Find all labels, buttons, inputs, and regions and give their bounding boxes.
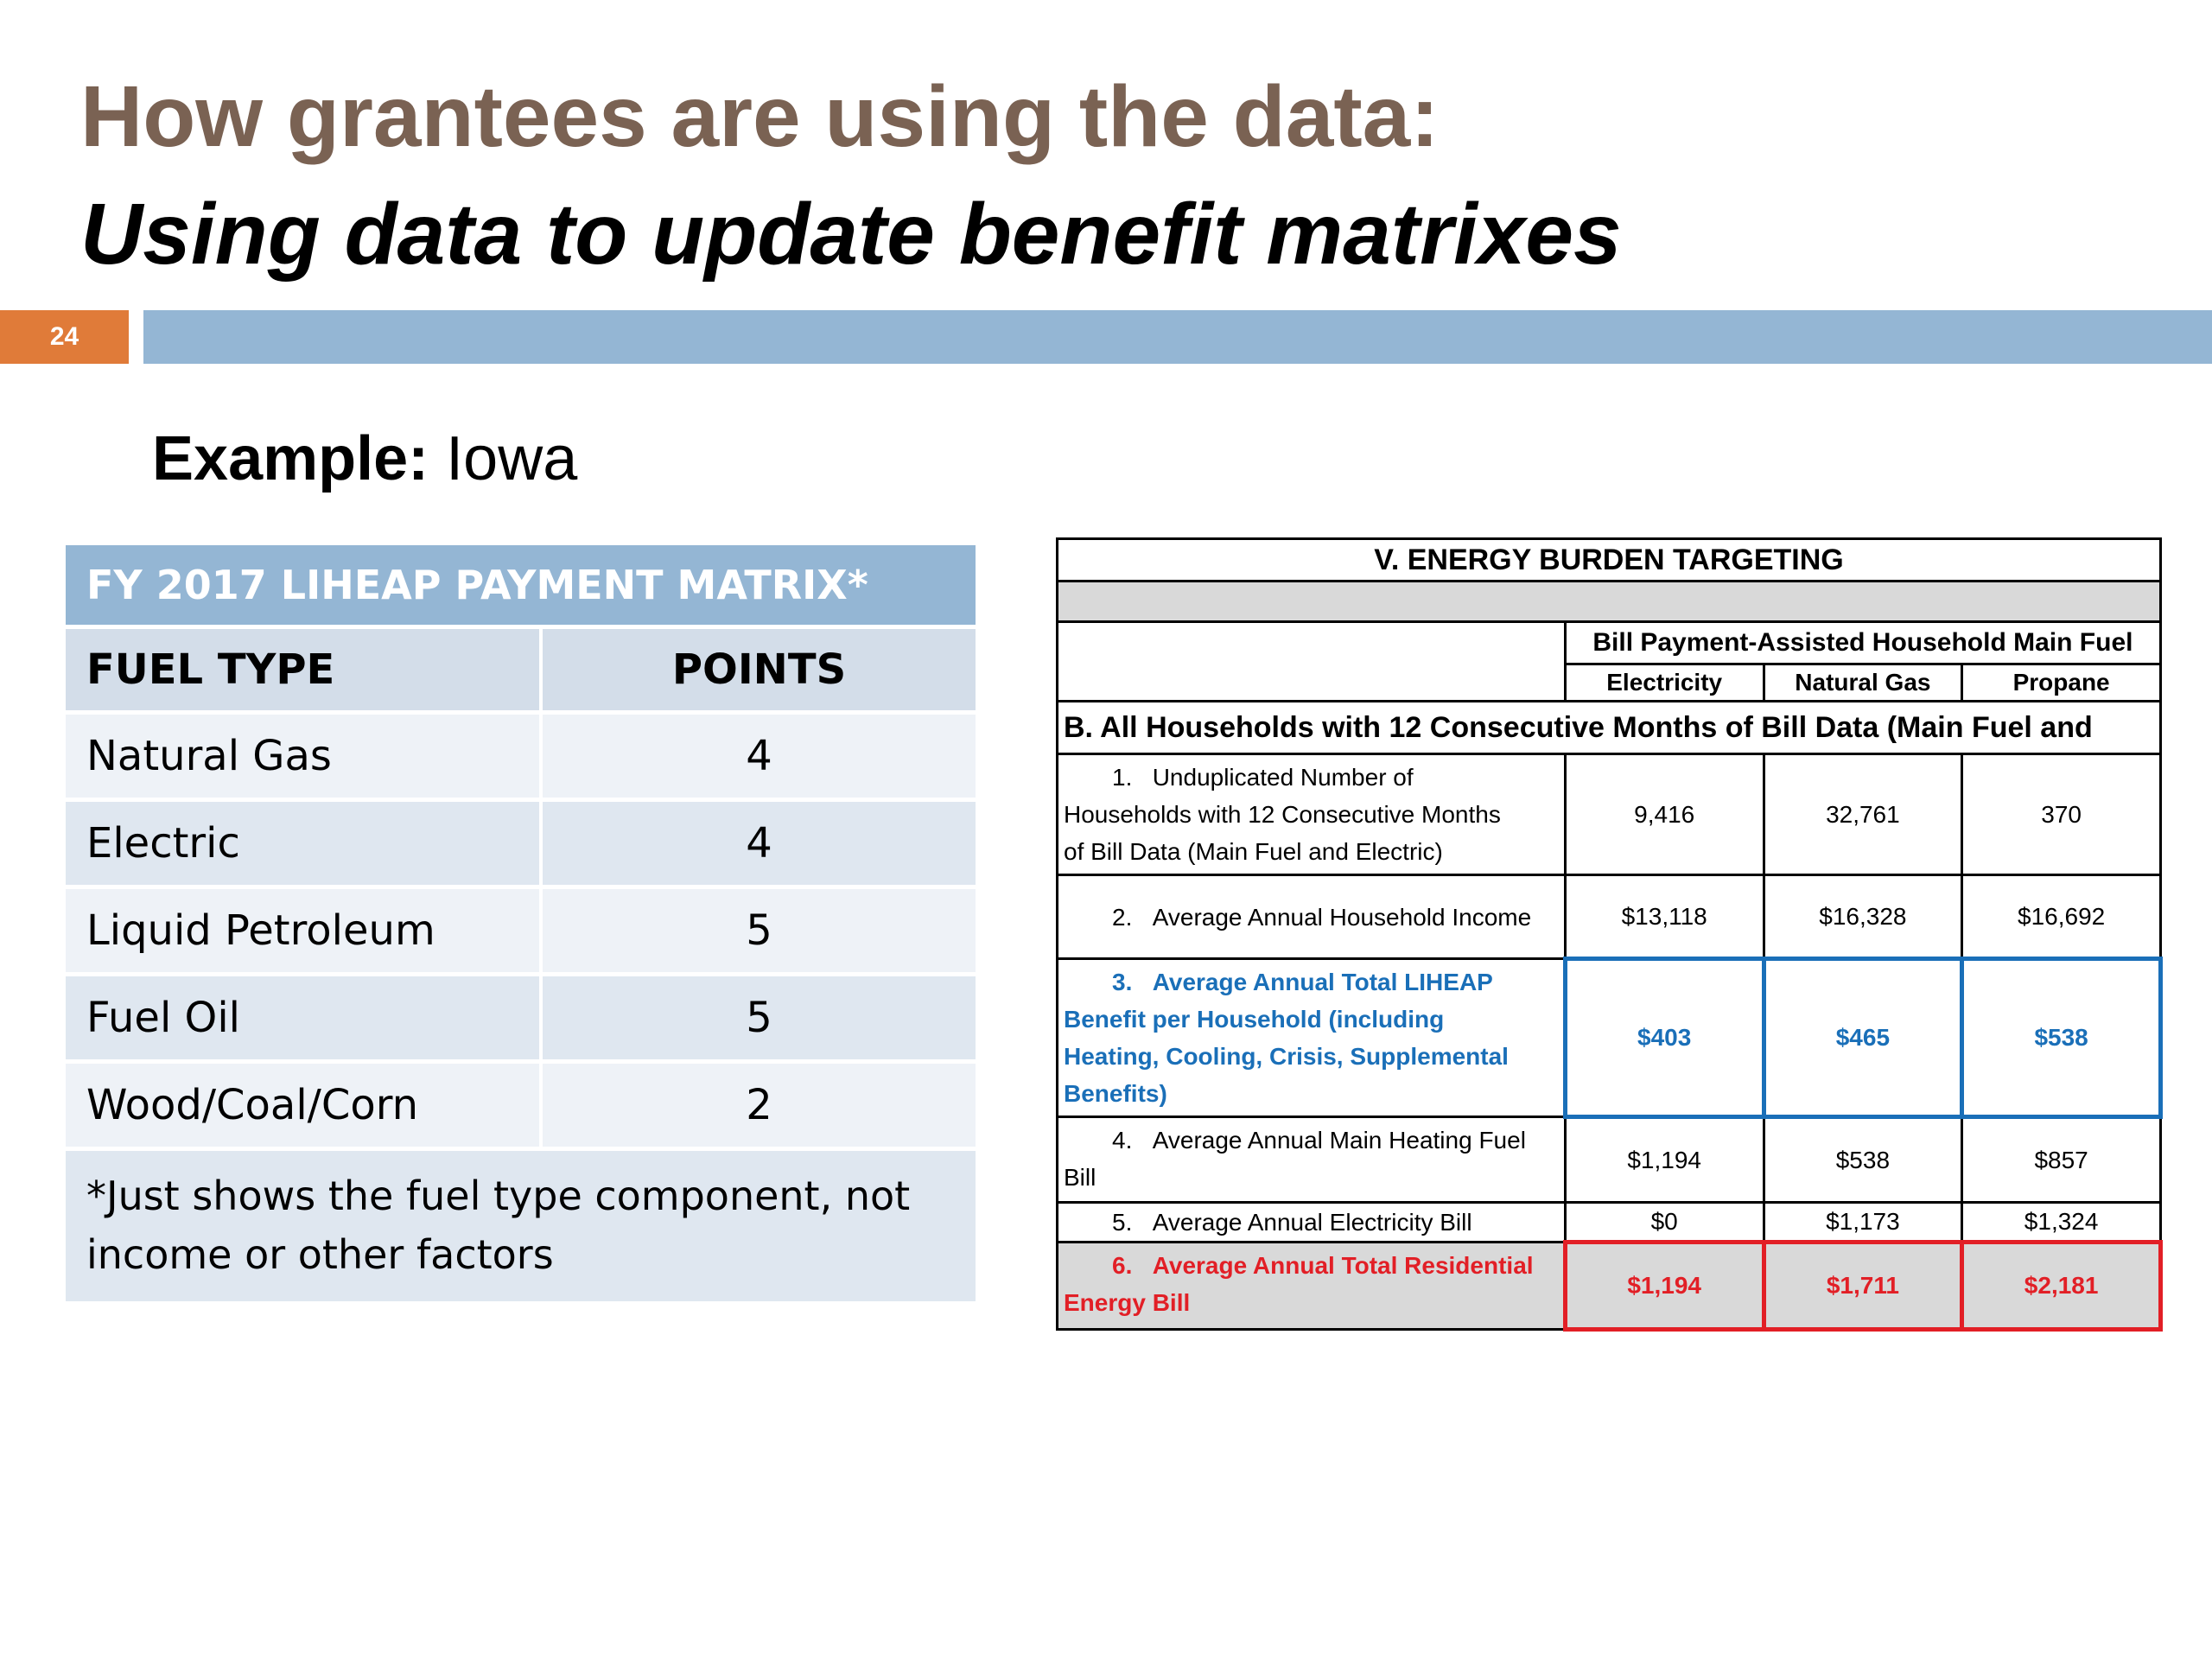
value-cell: $1,173 — [1764, 1203, 1962, 1243]
value-cell: $16,328 — [1764, 875, 1962, 959]
row-label-text: Energy Bill — [1064, 1289, 1191, 1316]
example-heading — [152, 423, 577, 494]
points-cell: 4 — [543, 715, 976, 798]
row-label-text: Average Annual Main Heating Fuel — [1152, 1127, 1526, 1154]
table-row — [1058, 1243, 2161, 1330]
table-row — [1058, 875, 2161, 959]
points-cell: 5 — [543, 889, 976, 972]
value-cell: 370 — [1962, 754, 2161, 875]
table-row — [66, 802, 976, 885]
value-cell: $465 — [1764, 959, 1962, 1117]
group-header: Bill Payment-Assisted Household Main Fuel — [1565, 622, 2160, 664]
row-label-text: Average Annual Electricity Bill — [1152, 1209, 1472, 1236]
row-label-text: Average Annual Household Income — [1152, 903, 1532, 931]
row-label-text: Benefit per Household (including — [1064, 1006, 1445, 1033]
table-row — [66, 1064, 976, 1147]
matrix-footnote — [66, 1151, 976, 1301]
section-b-heading: B. All Households with 12 Consecutive Months of Bill Data (Main Fuel and — [1058, 702, 2161, 754]
fuel-type-cell: Electric — [66, 802, 543, 885]
table-row — [1058, 1203, 2161, 1243]
row-label — [1058, 1117, 1566, 1203]
row-label-text: Households with 12 Consecutive Months — [1064, 801, 1501, 828]
table-row — [66, 715, 976, 798]
points-cell: 4 — [543, 802, 976, 885]
value-cell: $403 — [1565, 959, 1764, 1117]
row-label — [1058, 754, 1566, 875]
slide-title: How grantees are using the data: — [80, 68, 1440, 165]
value-cell: $857 — [1962, 1117, 2161, 1203]
row-label — [1058, 1243, 1566, 1330]
points-cell: 5 — [543, 976, 976, 1059]
value-cell: $0 — [1565, 1203, 1764, 1243]
table-row — [66, 976, 976, 1059]
row-number: 1. — [1112, 764, 1133, 791]
slide-number: 24 — [0, 310, 129, 364]
payment-matrix-table — [66, 541, 976, 1306]
empty-header-cell — [1058, 622, 1566, 702]
column-header-fuel-type: FUEL TYPE — [66, 629, 543, 710]
energy-burden-table — [1056, 537, 2163, 1332]
row-label-text: Unduplicated Number of — [1152, 764, 1414, 791]
value-cell: $538 — [1764, 1117, 1962, 1203]
footnote-line: income or other factors — [86, 1231, 554, 1278]
table-row — [1058, 754, 2161, 875]
value-cell: 32,761 — [1764, 754, 1962, 875]
value-cell: $13,118 — [1565, 875, 1764, 959]
value-cell: $16,692 — [1962, 875, 2161, 959]
matrix-title: FY 2017 LIHEAP PAYMENT MATRIX* — [66, 545, 976, 625]
value-cell: $1,324 — [1962, 1203, 2161, 1243]
row-label-text: Average Annual Total LIHEAP — [1152, 969, 1493, 995]
row-label-text: of Bill Data (Main Fuel and Electric) — [1064, 838, 1443, 865]
value-cell: $1,711 — [1764, 1243, 1962, 1330]
column-header-points: POINTS — [543, 629, 976, 710]
fuel-type-cell: Wood/Coal/Corn — [66, 1064, 543, 1147]
points-cell: 2 — [543, 1064, 976, 1147]
row-number: 5. — [1112, 1209, 1133, 1236]
column-header-natural-gas: Natural Gas — [1764, 664, 1962, 702]
value-cell: $2,181 — [1962, 1243, 2161, 1330]
fuel-type-cell: Liquid Petroleum — [66, 889, 543, 972]
value-cell: 9,416 — [1565, 754, 1764, 875]
accent-bar — [143, 310, 2212, 364]
value-cell: $1,194 — [1565, 1243, 1764, 1330]
row-label-text: Benefits) — [1064, 1080, 1167, 1107]
row-label — [1058, 1203, 1566, 1243]
table-row — [1058, 1117, 2161, 1203]
row-label-text: Average Annual Total Residential — [1152, 1252, 1534, 1279]
column-header-propane: Propane — [1962, 664, 2161, 702]
row-label — [1058, 959, 1566, 1117]
row-number: 4. — [1112, 1127, 1133, 1154]
table-row — [66, 889, 976, 972]
energy-burden-title: V. ENERGY BURDEN TARGETING — [1058, 539, 2161, 582]
column-header-electricity: Electricity — [1565, 664, 1764, 702]
slide-subtitle: Using data to update benefit matrixes — [80, 186, 1622, 283]
example-value: Iowa — [429, 424, 578, 493]
row-label-text: Heating, Cooling, Crisis, Supplemental — [1064, 1043, 1509, 1070]
fuel-type-cell: Natural Gas — [66, 715, 543, 798]
value-cell: $1,194 — [1565, 1117, 1764, 1203]
row-label-text: Bill — [1064, 1164, 1096, 1191]
row-label — [1058, 875, 1566, 959]
row-number: 6. — [1112, 1252, 1133, 1279]
gray-spacer-row — [1058, 582, 2161, 622]
row-number: 2. — [1112, 903, 1133, 931]
row-number: 3. — [1112, 969, 1133, 995]
fuel-type-cell: Fuel Oil — [66, 976, 543, 1059]
footnote-line: *Just shows the fuel type component, not — [86, 1173, 911, 1219]
example-label: Example: — [152, 424, 429, 493]
value-cell: $538 — [1962, 959, 2161, 1117]
table-row — [1058, 959, 2161, 1117]
